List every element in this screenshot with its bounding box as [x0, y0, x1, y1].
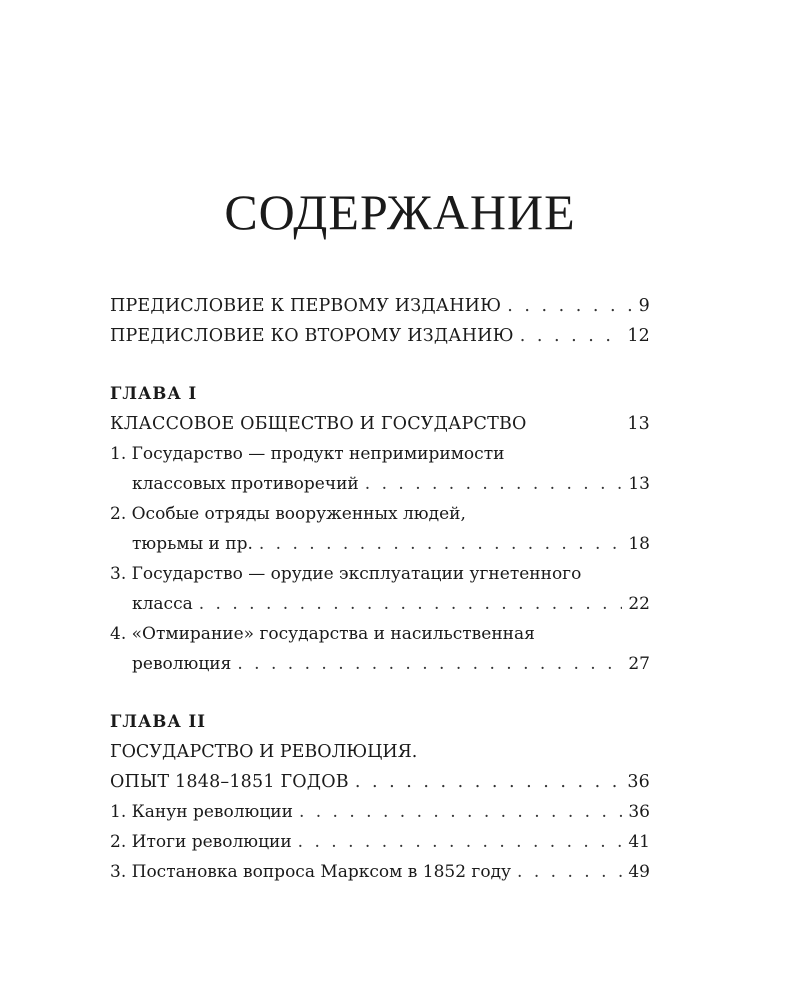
- toc-entry-page: 18: [628, 534, 650, 554]
- toc-entry-section-1-2-cont[interactable]: [110, 533, 650, 563]
- toc-entry-section-1-3-cont[interactable]: [110, 593, 650, 623]
- leader-dots: [199, 593, 623, 615]
- toc-entry-page: 13: [627, 414, 650, 434]
- toc-entry-preface-1[interactable]: [110, 295, 650, 325]
- toc-entry-label: 4. «Отмирание» государства и насильственная: [110, 624, 535, 644]
- leader-dots: [365, 473, 623, 495]
- toc-entry-label: классовых противоречий: [132, 474, 359, 494]
- leader-dots: [517, 861, 622, 883]
- toc-entry-page: 36: [627, 772, 650, 792]
- toc-entry-label: 1. Канун революции: [110, 802, 293, 822]
- toc-entry-label: 2. Особые отряды вооруженных людей,: [110, 504, 466, 524]
- toc-entry-page: 12: [627, 326, 650, 346]
- toc-entry-section-2-2[interactable]: [110, 831, 650, 861]
- spacer: [110, 683, 650, 711]
- chapter-label-2: ГЛАВА II: [110, 712, 206, 731]
- leader-dots: [355, 771, 622, 793]
- toc-entry-section-1-4[interactable]: [110, 623, 650, 653]
- spacer: [110, 355, 650, 383]
- chapter-title: ГОСУДАРСТВО И РЕВОЛЮЦИЯ.: [110, 742, 418, 762]
- toc-entry-label: ПРЕДИСЛОВИЕ КО ВТОРОМУ ИЗДАНИЮ: [110, 326, 514, 346]
- page-title: СОДЕРЖАНИЕ: [224, 184, 576, 240]
- toc-entry-section-2-3[interactable]: [110, 861, 650, 891]
- toc-entry-section-1-2[interactable]: [110, 503, 650, 533]
- toc-entry-label: тюрьмы и пр.: [132, 534, 253, 554]
- toc-entry-chapter-1[interactable]: [110, 413, 650, 443]
- table-of-contents: [110, 295, 650, 891]
- leader-dots: [237, 653, 622, 675]
- toc-entry-page: 22: [628, 594, 650, 614]
- toc-entry-section-1-1-cont[interactable]: [110, 473, 650, 503]
- toc-entry-section-1-4-cont[interactable]: [110, 653, 650, 683]
- toc-entry-section-1-3[interactable]: [110, 563, 650, 593]
- toc-entry-label: революция: [132, 654, 232, 674]
- toc-entry-page: 41: [628, 832, 650, 852]
- toc-entry-section-1-1[interactable]: [110, 443, 650, 473]
- toc-entry-chapter-2[interactable]: [110, 741, 650, 771]
- leader-dots: [299, 801, 622, 823]
- toc-entry-label: 3. Государство — орудие эксплуатации угнетенного: [110, 564, 582, 584]
- toc-entry-label: класса: [132, 594, 193, 614]
- toc-entry-label: 2. Итоги революции: [110, 832, 292, 852]
- toc-entry-label: 3. Постановка вопроса Марксом в 1852 году: [110, 862, 512, 882]
- chapter-title: КЛАССОВОЕ ОБЩЕСТВО И ГОСУДАРСТВО: [110, 414, 527, 434]
- chapter-title: ОПЫТ 1848–1851 ГОДОВ: [110, 772, 349, 792]
- toc-entry-page: 27: [628, 654, 650, 674]
- toc-entry-page: 13: [628, 474, 650, 494]
- leader-dots: [259, 533, 623, 555]
- toc-entry-page: 49: [628, 862, 650, 882]
- toc-entry-label: ПРЕДИСЛОВИЕ К ПЕРВОМУ ИЗДАНИЮ: [110, 296, 502, 316]
- leader-dots: [298, 831, 623, 853]
- toc-entry-section-2-1[interactable]: [110, 801, 650, 831]
- leader-dots: [507, 295, 632, 317]
- toc-entry-chapter-2-cont[interactable]: [110, 771, 650, 801]
- toc-entry-page: 36: [628, 802, 650, 822]
- toc-entry-page: 9: [638, 296, 650, 316]
- toc-entry-label: 1. Государство — продукт непримиримости: [110, 444, 505, 464]
- leader-dots: [520, 325, 622, 347]
- chapter-label-1: ГЛАВА I: [110, 384, 198, 403]
- toc-entry-preface-2[interactable]: [110, 325, 650, 355]
